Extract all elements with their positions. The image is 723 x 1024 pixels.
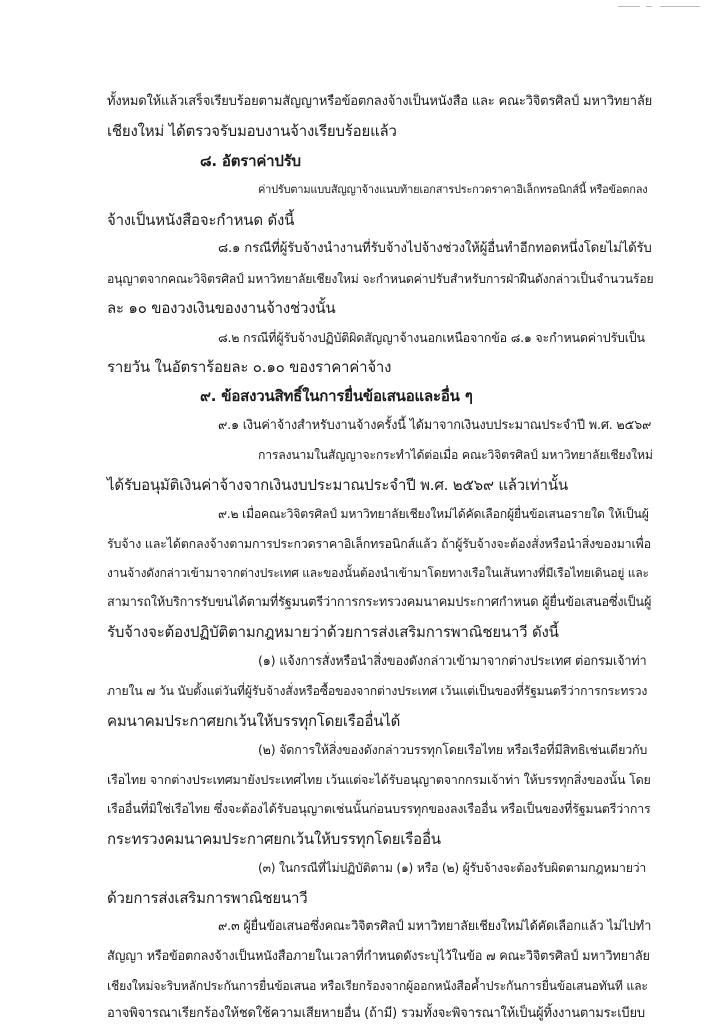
- paragraph-line: สามารถให้บริการรับขนได้ตามที่รัฐมนตรีว่าการกระทรวงคมนาคมประกาศกำหนด ผู้ยื่นข้อเสนอซึ่งเป็นผู้: [107, 595, 652, 610]
- paragraph-line: รับจ้างจะต้องปฏิบัติตามกฎหมายว่าด้วยการส่งเสริมการพาณิชยนาวี ดังนี้: [107, 623, 559, 641]
- paragraph-line: ๘.๒ กรณีที่ผู้รับจ้างปฏิบัติผิดสัญญาจ้างนอกเหนือจากข้อ ๘.๑ จะกำหนดค่าปรับเป็น: [218, 330, 645, 345]
- paragraph-line: ๘.๑ กรณีที่ผู้รับจ้างนำงานที่รับจ้างไปจ้างช่วงให้ผู้อื่นทำอีกทอดหนึ่งโดยไม่ได้รับ: [218, 241, 652, 256]
- paragraph-line: กระทรวงคมนาคมประกาศยกเว้นให้บรรทุกโดยเรืออื่น: [107, 830, 441, 848]
- paragraph-line: ภายใน ๗ วัน นับตั้งแต่วันที่ผู้รับจ้างสั่งหรือซื้อของจากต่างประเทศ เว้นแต่เป็นของที่รัฐมนตรีว่าการกระทรวง: [107, 684, 648, 698]
- paragraph-line: เชียงใหม่ ได้ตรวจรับมอบงานจ้างเรียบร้อยแล้ว: [107, 122, 397, 140]
- paragraph-line: อาจพิจารณาเรียกร้องให้ชดใช้ความเสียหายอื่น (ถ้ามี) รวมทั้งจะพิจารณาให้เป็นผู้ทิ้งงานตามระเบียบ: [107, 1006, 645, 1021]
- paragraph-line: ด้วยการส่งเสริมการพาณิชยนาวี: [107, 889, 308, 907]
- paragraph-line: เรือไทย จากต่างประเทศมายังประเทศไทย เว้นแต่จะได้รับอนุญาตจากกรมเจ้าท่า ให้บรรทุกสิ่งของนั้น โดย: [107, 772, 651, 787]
- paragraph-line: ทั้งหมดให้แล้วเสร็จเรียบร้อยตามสัญญาหรือข้อตกลงจ้างเป็นหนังสือ และ คณะวิจิตรศิลป์ มหาวิทยาลัย: [107, 94, 652, 109]
- paragraph-line: งานจ้างดังกล่าวเข้ามาจากต่างประเทศ และของนั้นต้องนำเข้ามาโดยทางเรือในเส้นทางที่มีเรือไทยเดินอยู่ และ: [107, 566, 649, 580]
- section-heading-9: ๙. ข้อสงวนสิทธิ์ในการยื่นข้อเสนอและอื่น ๆ: [200, 387, 473, 405]
- paragraph-line: จ้างเป็นหนังสือจะกำหนด ดังนี้: [107, 211, 295, 229]
- section-heading-8: ๘. อัตราค่าปรับ: [200, 152, 301, 170]
- scan-artifact: [660, 6, 700, 7]
- scan-artifact: [618, 6, 640, 7]
- paragraph-line: เชียงใหม่จะริบหลักประกันการยื่นข้อเสนอ หรือเรียกร้องจากผู้ออกหนังสือค้ำประกันการยื่นข้อเสนอทันที และ: [107, 979, 648, 993]
- paragraph-line: ค่าปรับตามแบบสัญญาจ้างแนบท้ายเอกสารประกวดราคาอิเล็กทรอนิกส์นี้ หรือข้อตกลง: [258, 183, 648, 196]
- paragraph-line: (๒) จัดการให้สิ่งของดังกล่าวบรรทุกโดยเรือไทย หรือเรือที่มีสิทธิเช่นเดียวกับ: [258, 742, 648, 757]
- paragraph-line: สัญญา หรือข้อตกลงจ้างเป็นหนังสือภายในเวลาที่กำหนดดังระบุไว้ในข้อ ๗ คณะวิจิตรศิลป์ มหาวิทยาลัย: [107, 949, 650, 964]
- paragraph-line: การลงนามในสัญญาจะกระทำได้ต่อเมื่อ คณะวิจิตรศิลป์ มหาวิทยาลัยเชียงใหม่: [258, 448, 653, 462]
- paragraph-line: รับจ้าง และได้ตกลงจ้างตามการประกวดราคาอิเล็กทรอนิกส์แล้ว ถ้าผู้รับจ้างจะต้องสั่งหรือนำสิ่งของมาเพื่อ: [107, 536, 651, 551]
- paragraph-line: ได้รับอนุมัติเงินค่าจ้างจากเงินงบประมาณประจำปี พ.ศ. ๒๕๖๙ แล้วเท่านั้น: [107, 476, 568, 494]
- paragraph-line: ๙.๑ เงินค่าจ้างสำหรับงานจ้างครั้งนี้ ได้มาจากเงินงบประมาณประจำปี พ.ศ. ๒๕๖๙: [218, 418, 652, 433]
- paragraph-line: (๓) ในกรณีที่ไม่ปฏิบัติตาม (๑) หรือ (๒) ผู้รับจ้างจะต้องรับผิดตามกฎหมายว่า: [258, 861, 647, 875]
- paragraph-line: อนุญาตจากคณะวิจิตรศิลป์ มหาวิทยาลัยเชียงใหม่ จะกำหนดค่าปรับสำหรับการฝ่าฝืนดังกล่าวเป็นจำนวนร้อย: [107, 272, 654, 286]
- paragraph-line: (๑) แจ้งการสั่งหรือนำสิ่งของดังกล่าวเข้ามาจากต่างประเทศ ต่อกรมเจ้าท่า: [258, 654, 647, 669]
- scan-artifact: [646, 6, 652, 7]
- paragraph-line: รายวัน ในอัตราร้อยละ ๐.๑๐ ของราคาค่าจ้าง: [107, 358, 392, 376]
- paragraph-line: คมนาคมประกาศยกเว้นให้บรรทุกโดยเรืออื่นได้: [107, 712, 401, 730]
- paragraph-line: ๙.๓ ผู้ยื่นข้อเสนอซึ่งคณะวิจิตรศิลป์ มหาวิทยาลัยเชียงใหม่ได้คัดเลือกแล้ว ไม่ไปทำ: [218, 919, 652, 934]
- paragraph-line: เรืออื่นที่มิใช่เรือไทย ซึ่งจะต้องได้รับอนุญาตเช่นนั้นก่อนบรรทุกของลงเรืออื่น หรือเป็นของที่รัฐมนตรีว่าการ: [107, 801, 651, 816]
- paragraph-line: ละ ๑๐ ของวงเงินของงานจ้างช่วงนั้น: [107, 299, 336, 317]
- paragraph-line: ๙.๒ เมื่อคณะวิจิตรศิลป์ มหาวิทยาลัยเชียงใหม่ได้คัดเลือกผู้ยื่นข้อเสนอรายใด ให้เป็นผู้: [218, 507, 649, 521]
